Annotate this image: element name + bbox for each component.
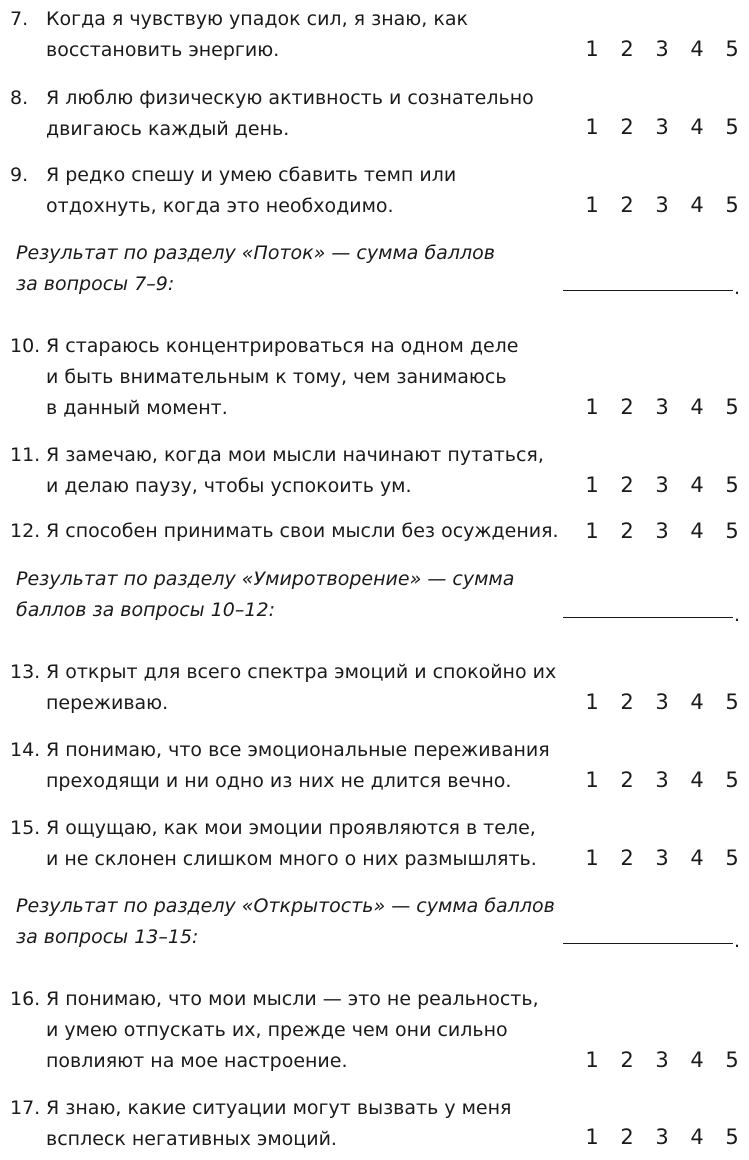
rating-option[interactable]: 3 [655, 473, 669, 497]
question-number: 17. [10, 1097, 41, 1119]
question-text: Я способен принимать свои мысли без осуждения. [46, 520, 559, 542]
rating-option[interactable]: 3 [655, 846, 669, 870]
question-text: Я стараюсь концентрироваться на одном деле и быть внимательным к тому, чем занимаюсь в данный момент. [46, 335, 519, 419]
rating-scale[interactable] [582, 516, 742, 547]
rating-option[interactable]: 5 [725, 690, 739, 714]
rating-option[interactable]: 4 [690, 395, 704, 419]
question-number: 7. [10, 8, 29, 30]
question-number: 15. [10, 817, 41, 839]
rating-scale[interactable] [582, 190, 742, 221]
section-result-label: Результат по разделу «Поток» — сумма баллов за вопросы 7–9: [16, 242, 495, 295]
rating-option[interactable]: 2 [620, 768, 634, 792]
rating-option[interactable]: 5 [725, 473, 739, 497]
rating-option[interactable]: 3 [655, 768, 669, 792]
rating-option[interactable]: 5 [725, 519, 739, 543]
rating-option[interactable]: 5 [725, 193, 739, 217]
rating-option[interactable]: 4 [690, 768, 704, 792]
rating-option[interactable]: 4 [690, 115, 704, 139]
question-text: Я понимаю, что мои мысли — это не реальность, и умею отпускать их, прежде чем они сильно повлияют на мое настроение. [46, 988, 539, 1072]
question-number: 9. [10, 164, 29, 186]
rating-option[interactable]: 2 [620, 519, 634, 543]
rating-option[interactable]: 4 [690, 193, 704, 217]
rating-option[interactable]: 5 [725, 1125, 739, 1149]
rating-option[interactable]: 2 [620, 690, 634, 714]
rating-option[interactable]: 1 [585, 1125, 599, 1149]
question-number: 12. [10, 520, 41, 542]
question-text: Я редко спешу и умею сбавить темп или отдохнуть, когда это необходимо. [46, 164, 457, 217]
rating-option[interactable]: 3 [655, 395, 669, 419]
question-text: Я знаю, какие ситуации могут вызвать у меня всплеск негативных эмоций. [46, 1097, 512, 1150]
rating-option[interactable]: 5 [725, 1048, 739, 1072]
rating-option[interactable]: 2 [620, 193, 634, 217]
question-number: 16. [10, 988, 41, 1010]
rating-option[interactable]: 3 [655, 690, 669, 714]
rating-option[interactable]: 3 [655, 1048, 669, 1072]
result-period: . [734, 604, 741, 626]
rating-option[interactable]: 1 [585, 690, 599, 714]
rating-option[interactable]: 1 [585, 1048, 599, 1072]
question-text: Я ощущаю, как мои эмоции проявляются в теле, и не склонен слишком много о них размышлять. [46, 817, 537, 870]
result-answer-blank[interactable] [563, 943, 733, 944]
rating-option[interactable]: 1 [585, 115, 599, 139]
rating-option[interactable]: 3 [655, 37, 669, 61]
rating-scale[interactable] [582, 1122, 742, 1153]
result-answer-blank[interactable] [563, 290, 733, 291]
rating-option[interactable]: 5 [725, 395, 739, 419]
result-period: . [734, 930, 741, 952]
rating-option[interactable]: 5 [725, 37, 739, 61]
rating-option[interactable]: 2 [620, 846, 634, 870]
rating-option[interactable]: 4 [690, 37, 704, 61]
rating-scale[interactable] [582, 112, 742, 143]
question-number: 10. [10, 335, 41, 357]
rating-option[interactable]: 3 [655, 193, 669, 217]
result-answer-blank[interactable] [563, 617, 733, 618]
rating-option[interactable]: 1 [585, 37, 599, 61]
rating-option[interactable]: 1 [585, 519, 599, 543]
rating-option[interactable]: 1 [585, 395, 599, 419]
rating-option[interactable]: 2 [620, 37, 634, 61]
rating-option[interactable]: 3 [655, 1125, 669, 1149]
rating-option[interactable]: 1 [585, 846, 599, 870]
rating-scale[interactable] [582, 470, 742, 501]
rating-option[interactable]: 4 [690, 1048, 704, 1072]
question-number: 11. [10, 444, 41, 466]
result-period: . [734, 277, 741, 299]
question-number: 8. [10, 87, 29, 109]
rating-option[interactable]: 4 [690, 1125, 704, 1149]
section-result-label: Результат по разделу «Умиротворение» — сумма баллов за вопросы 10–12: [16, 568, 515, 621]
rating-scale[interactable] [582, 687, 742, 718]
question-text: Я понимаю, что все эмоциональные переживания преходящи и ни одно из них не длится вечно. [46, 739, 550, 792]
rating-option[interactable]: 5 [725, 115, 739, 139]
question-text: Когда я чувствую упадок сил, я знаю, как восстановить энергию. [46, 8, 468, 61]
rating-option[interactable]: 5 [725, 846, 739, 870]
question-text: Я люблю физическую активность и сознательно двигаюсь каждый день. [46, 87, 534, 140]
rating-option[interactable]: 2 [620, 115, 634, 139]
rating-option[interactable]: 3 [655, 115, 669, 139]
rating-option[interactable]: 3 [655, 519, 669, 543]
rating-option[interactable]: 4 [690, 519, 704, 543]
rating-scale[interactable] [582, 34, 742, 65]
rating-scale[interactable] [582, 843, 742, 874]
rating-scale[interactable] [582, 392, 742, 423]
rating-option[interactable]: 2 [620, 395, 634, 419]
section-result-label: Результат по разделу «Открытость» — сумма баллов за вопросы 13–15: [16, 895, 555, 948]
rating-option[interactable]: 4 [690, 846, 704, 870]
question-number: 13. [10, 661, 41, 683]
rating-option[interactable]: 4 [690, 690, 704, 714]
rating-option[interactable]: 4 [690, 473, 704, 497]
rating-option[interactable]: 1 [585, 473, 599, 497]
rating-option[interactable]: 2 [620, 1125, 634, 1149]
question-text: Я открыт для всего спектра эмоций и спокойно их переживаю. [46, 661, 557, 714]
rating-option[interactable]: 1 [585, 193, 599, 217]
rating-option[interactable]: 1 [585, 768, 599, 792]
rating-option[interactable]: 2 [620, 1048, 634, 1072]
rating-scale[interactable] [582, 1045, 742, 1076]
question-text: Я замечаю, когда мои мысли начинают путаться, и делаю паузу, чтобы успокоить ум. [46, 444, 544, 497]
rating-scale[interactable] [582, 765, 742, 796]
question-number: 14. [10, 739, 41, 761]
rating-option[interactable]: 2 [620, 473, 634, 497]
rating-option[interactable]: 5 [725, 768, 739, 792]
